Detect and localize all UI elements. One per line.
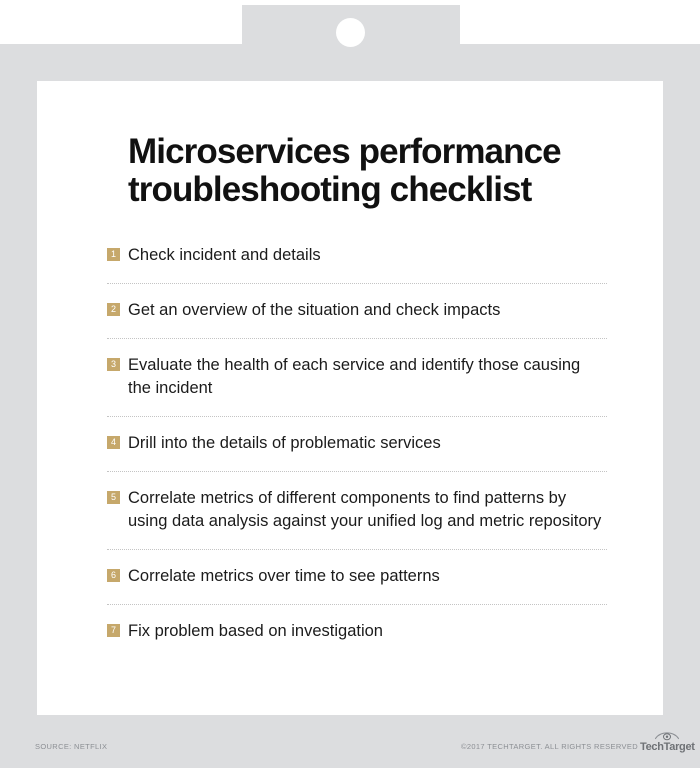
- eye-icon: [654, 730, 680, 741]
- clipboard-clip-hole: [336, 18, 365, 47]
- source-credit: SOURCE: NETFLIX: [35, 742, 108, 751]
- checklist-row: [107, 284, 607, 338]
- checklist-item-number-badge: 3: [107, 358, 120, 371]
- checklist-item-text: Correlate metrics over time to see patterns: [128, 567, 440, 585]
- checklist-item: [107, 284, 607, 339]
- checklist-item-text: Fix problem based on investigation: [128, 622, 383, 640]
- checklist-row: [107, 550, 607, 604]
- checklist-item: [107, 339, 607, 417]
- techtarget-wordmark: TechTarget: [640, 741, 695, 753]
- checklist-item: [107, 229, 607, 284]
- checklist-item: [107, 472, 607, 550]
- checklist-row: [107, 472, 607, 549]
- checklist-row: [107, 417, 607, 471]
- page-title-line-1: Microservices performance: [128, 132, 561, 171]
- checklist: [107, 229, 607, 659]
- checklist-item-number-badge: 1: [107, 248, 120, 261]
- checklist-item-number-badge: 4: [107, 436, 120, 449]
- checklist-item-text: Get an overview of the situation and check impacts: [128, 301, 501, 319]
- page-title: [128, 133, 598, 209]
- checklist-item-text: Correlate metrics of different components to find patterns by using data analysis against your unified log and metric repository: [128, 489, 602, 530]
- checklist-item-number-badge: 2: [107, 303, 120, 316]
- checklist-item: [107, 605, 607, 659]
- techtarget-logo: [640, 730, 695, 760]
- checklist-row: [107, 605, 607, 659]
- checklist-item-text: Evaluate the health of each service and identify those causing the incident: [128, 356, 581, 397]
- checklist-item-number-badge: 5: [107, 491, 120, 504]
- checklist-row: [107, 229, 607, 283]
- copyright-notice: ©2017 TECHTARGET. ALL RIGHTS RESERVED: [460, 742, 638, 751]
- checklist-item-number-badge: 7: [107, 624, 120, 637]
- checklist-item-text: Drill into the details of problematic services: [128, 434, 441, 452]
- paper-sheet: [37, 81, 663, 715]
- checklist-item-number-badge: 6: [107, 569, 120, 582]
- checklist-row: [107, 339, 607, 416]
- checklist-item: [107, 417, 607, 472]
- checklist-item-text: Check incident and details: [128, 246, 321, 264]
- page-title-line-2: troubleshooting checklist: [128, 170, 532, 209]
- checklist-item: [107, 550, 607, 605]
